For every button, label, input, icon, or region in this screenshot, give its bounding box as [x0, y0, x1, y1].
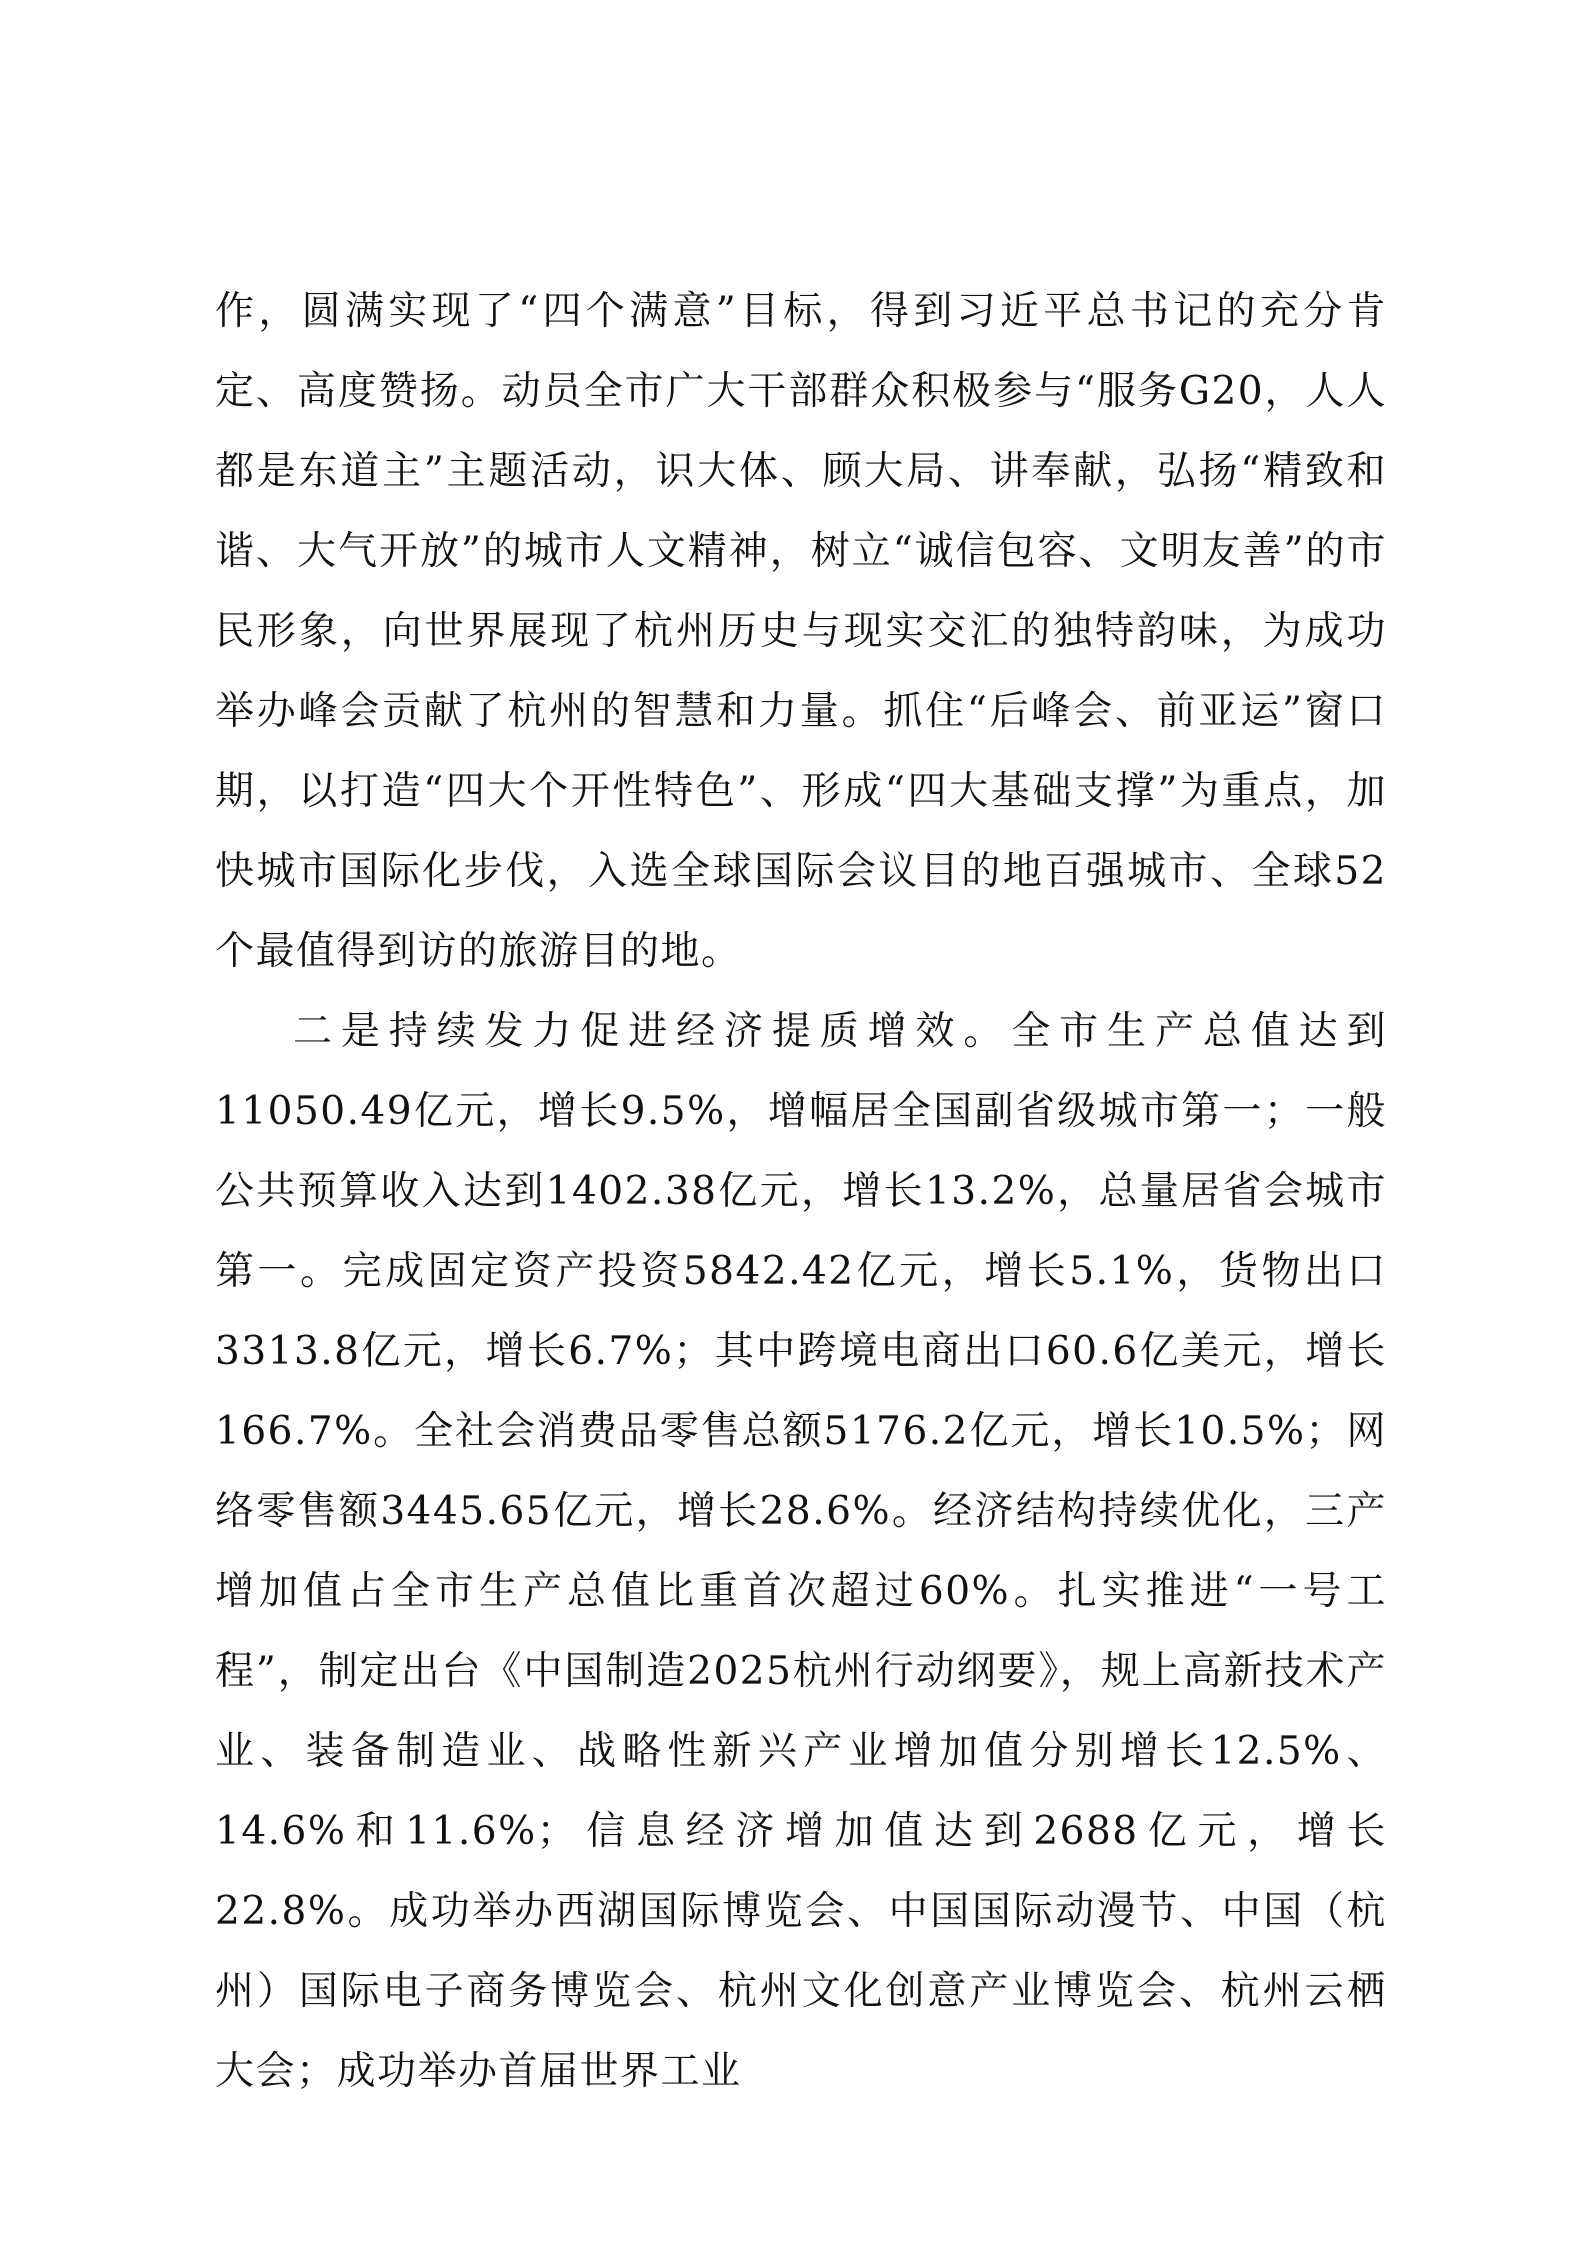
- body-text: [215, 272, 1387, 2112]
- paragraph-economy: 二是持续发力促进经济提质增效。全市生产总值达到11050.49亿元，增长9.5%，增幅居全国副省级城市第一；一般公共预算收入达到1402.38亿元，增长13.2%，总量居省会城市第一。完成固定资产投资5842.42亿元，增长5.1%，货物出口3313.8亿元，增长6.7%；其中跨境电商出口60.6亿美元，增长166.7%。全社会消费品零售总额5176.2亿元，增长10.5%；网络零售额3445.65亿元，增长28.6%。经济结构持续优化，三产增加值占全市生产总值比重首次超过60%。扎实推进“一号工程”，制定出台《中国制造2025杭州行动纲要》，规上高新技术产业、装备制造业、战略性新兴产业增加值分别增长12.5%、14.6%和11.6%；信息经济增加值达到2688亿元，增长22.8%。成功举办西湖国际博览会、中国国际动漫节、中国（杭州）国际电子商务博览会、杭州文化创意产业博览会、杭州云栖大会；成功举办首届世界工业: [215, 1009, 1388, 2094]
- paragraph-continuation: 作，圆满实现了“四个满意”目标，得到习近平总书记的充分肯定、高度赞扬。动员全市广大干部群众积极参与“服务G20，人人都是东道主”主题活动，识大体、顾大局、讲奉献，弘扬“精致和谐、大气开放”的城市人文精神，树立“诚信包容、文明友善”的市民形象，向世界展现了杭州历史与现实交汇的独特韵味，为成功举办峰会贡献了杭州的智慧和力量。抓住“后峰会、前亚运”窗口期，以打造“四大个开性特色”、形成“四大基础支撑”为重点，加快城市国际化步伐，入选全球国际会议目的地百强城市、全球52个最值得到访的旅游目的地。: [215, 289, 1387, 974]
